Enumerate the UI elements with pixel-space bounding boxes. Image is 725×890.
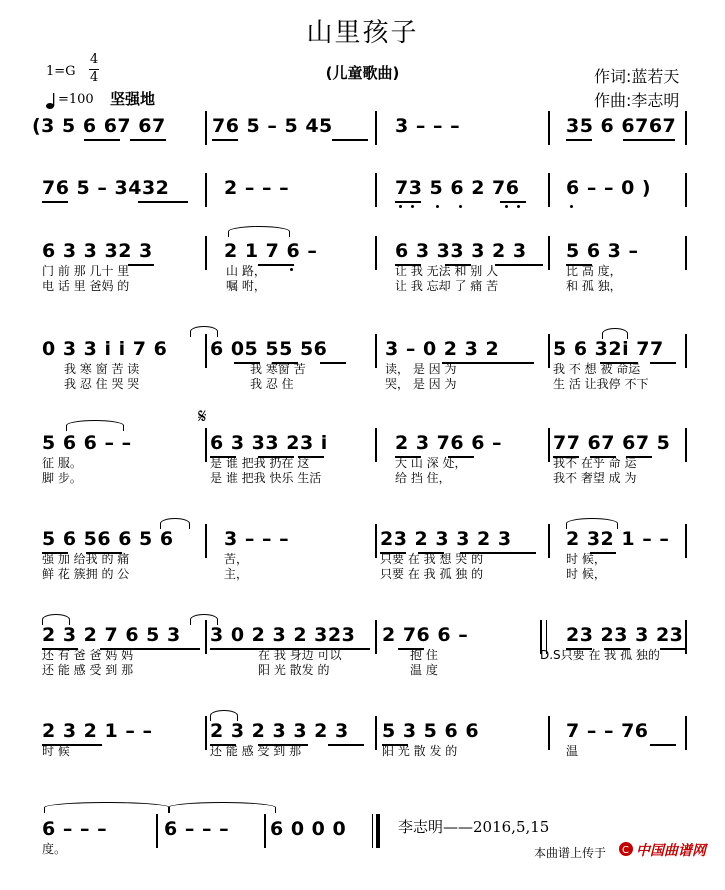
barline — [205, 620, 207, 654]
lyrics-verse-1: D.S只要 在 我 孤 独的 — [540, 648, 660, 662]
lyrics-verse-1: 我不 在乎 命 运 — [553, 456, 637, 470]
measure: 3 – – – — [224, 528, 290, 550]
barline — [685, 236, 687, 270]
measure: 6 – – 0 ) — [566, 177, 652, 199]
lyrics-verse-2: 我 忍 住 — [250, 377, 294, 391]
lyrics-verse-2: 是 谁 把我 快乐 生活 — [210, 471, 322, 485]
measure: 5 3 5 6 6 — [382, 720, 480, 742]
song-title: 山里孩子 — [306, 18, 419, 48]
measure: 23 23 3 23 — [566, 624, 684, 646]
time-signature-bottom: 4 — [90, 70, 99, 85]
tie — [168, 802, 276, 813]
tie — [190, 614, 218, 625]
measure: 3 – – – — [395, 115, 461, 137]
measure: 2 32 1 – – — [566, 528, 670, 550]
beam — [320, 362, 346, 364]
measure: 6 3 33 3 2 3 — [395, 240, 527, 262]
score-system-8 — [0, 720, 725, 792]
barline — [375, 524, 377, 558]
low-octave-dot — [399, 205, 402, 208]
beam — [138, 201, 188, 203]
segno-sign: 𝄋 — [198, 404, 207, 428]
barline — [156, 814, 158, 848]
lyrics-verse-1: 时 候 — [42, 744, 70, 758]
low-octave-dot — [290, 268, 293, 271]
measure: 73 5 6 2 76 — [395, 177, 520, 199]
measure: 2 3 76 6 – — [395, 432, 503, 454]
lyrics-verse-1: 比 高 度， — [566, 264, 622, 278]
measure: 76 5 – 3432 — [42, 177, 170, 199]
score-system-2 — [0, 177, 725, 249]
slur — [228, 226, 290, 237]
tie — [44, 802, 170, 813]
measure: 7 – – 76 — [566, 720, 649, 742]
lyrics-verse-2: 主， — [224, 567, 249, 581]
lyrics-verse-2: 还 能 感 受 到 那 — [42, 663, 134, 677]
beam — [395, 201, 421, 203]
beam — [566, 139, 592, 141]
measure: 2 76 6 – — [382, 624, 469, 646]
barline — [548, 428, 550, 462]
score-system-9 — [0, 818, 725, 890]
barline — [205, 428, 207, 462]
lyrics-verse-1: 抱 住 — [410, 648, 438, 662]
time-signature-top: 4 — [90, 52, 99, 67]
lyrics-verse-2: 脚 步。 — [42, 471, 82, 485]
composer-credit: 作曲:李志明 — [594, 91, 680, 110]
lyrics-verse-2: 我 忍 住 哭 哭 — [64, 377, 140, 391]
low-octave-dot — [570, 205, 573, 208]
song-subtitle: (儿童歌曲) — [325, 64, 400, 82]
barline — [685, 428, 687, 462]
barline — [685, 173, 687, 207]
measure: 23 2 3 3 2 3 — [380, 528, 512, 550]
lyrics-verse-1: 是 谁 把我 扔在 这 — [210, 456, 310, 470]
slur — [42, 614, 70, 625]
measure: 5 6 6 – – — [42, 432, 132, 454]
beam — [128, 264, 154, 266]
expression-marking: 坚强地 — [110, 90, 156, 108]
slur — [210, 710, 238, 721]
barline — [375, 173, 377, 207]
quarter-note-icon — [46, 92, 56, 114]
lyrics-verse-1: 大 山 深 处， — [395, 456, 467, 470]
lyrics-verse-2: 电 话 里 爸妈 的 — [42, 279, 130, 293]
lyrics-verse-1: 还 能 感 受 到 那 — [210, 744, 302, 758]
tie — [66, 420, 124, 431]
lyrics-verse-1: 只要 在 我 想 哭 的 — [380, 552, 484, 566]
upload-notice: 本曲谱上传于 — [534, 846, 607, 860]
low-octave-dot — [436, 205, 439, 208]
beam — [130, 139, 166, 141]
slur — [160, 518, 190, 529]
measure: 3 0 2 3 2 323 — [210, 624, 356, 646]
barline — [205, 524, 207, 558]
barline — [375, 236, 377, 270]
lyrics-verse-1: 山 路， — [226, 264, 266, 278]
beam — [328, 744, 364, 746]
barline — [548, 716, 550, 750]
measure: 6 3 33 23 i — [210, 432, 328, 454]
barline — [205, 334, 207, 368]
lyrics-verse-1: 我 寒 窗 苦 读 — [64, 362, 140, 376]
lyrics-verse-2: 给 挡 住， — [395, 471, 451, 485]
lyrics-verse-2: 温 度 — [410, 663, 438, 677]
barline — [548, 173, 550, 207]
lyrics-verse-1: 读， 是 因 为 — [385, 362, 457, 376]
composer-signature: 李志明——2016,5,15 — [398, 818, 550, 836]
lyrics-verse-1: 温 — [566, 744, 579, 758]
barline — [205, 236, 207, 270]
measure: 2 3 2 7 6 5 3 — [42, 624, 181, 646]
measure: 77 67 67 5 — [553, 432, 671, 454]
beam — [650, 744, 676, 746]
beam — [650, 362, 676, 364]
barline — [685, 111, 687, 145]
slur — [566, 518, 618, 529]
barline — [205, 716, 207, 750]
slur — [602, 328, 628, 339]
svg-text:C: C — [622, 845, 629, 856]
measure: 76 5 – 5 45 — [212, 115, 333, 137]
lyrics-verse-1: 阳 光 散 发 的 — [382, 744, 458, 758]
low-octave-dot — [411, 205, 414, 208]
lyrics-verse-2: 只要 在 我 孤 独 的 — [380, 567, 484, 581]
lyrics-verse-2: 阳 光 散发 的 — [258, 663, 330, 677]
barline — [548, 334, 550, 368]
barline — [205, 111, 207, 145]
measure: 2 3 2 1 – – — [42, 720, 153, 742]
lyrics-verse-2: 和 孤 独， — [566, 279, 622, 293]
lyrics-verse-2: 时 候， — [566, 567, 606, 581]
barline — [685, 716, 687, 750]
low-octave-dot — [517, 205, 520, 208]
lyrics-verse-1: 征 服。 — [42, 456, 82, 470]
measure: 5 6 56 6 5 6 — [42, 528, 174, 550]
beam — [623, 139, 675, 141]
beam — [660, 648, 686, 650]
barline — [548, 524, 550, 558]
barline — [375, 111, 377, 145]
score-system-5 — [0, 404, 725, 504]
lyrics-verse-2: 嘱 咐， — [226, 279, 266, 293]
beam — [500, 201, 526, 203]
score-system-6 — [0, 528, 725, 600]
score-system-7 — [0, 624, 725, 696]
lyrics-verse-1: 我 寒窗 苦 — [250, 362, 306, 376]
beam — [84, 139, 120, 141]
lyrics-verse-2: 让 我 忘却 了 痛 苦 — [395, 279, 499, 293]
score-system-3 — [0, 240, 725, 312]
barline — [375, 716, 377, 750]
measure: 35 6 6767 — [566, 115, 677, 137]
beam — [332, 139, 368, 141]
final-barline — [376, 814, 380, 848]
measure: 6 0 0 0 — [270, 818, 347, 840]
lyrics-verse-2: 生 活 让我停 不下 — [553, 377, 649, 391]
measure: 6 05 55 56 — [210, 338, 328, 360]
low-octave-dot — [505, 205, 508, 208]
barline — [685, 524, 687, 558]
measure: 5 6 3 – — [566, 240, 639, 262]
lyrics-verse-1: 让 我 无法 和 别 人 — [395, 264, 499, 278]
lyrics-verse-1: 苦， — [224, 552, 249, 566]
tie — [190, 326, 218, 337]
beam — [42, 201, 68, 203]
barline — [548, 111, 550, 145]
lyrics-verse-1: 时 候， — [566, 552, 606, 566]
lyrics-verse-2: 哭， 是 因 为 — [385, 377, 457, 391]
barline — [685, 334, 687, 368]
measure: 5 6 32i 77 — [553, 338, 664, 360]
lyrics-verse-2: 我不 奢望 成 为 — [553, 471, 637, 485]
measure: 6 – – – — [164, 818, 230, 840]
score-system-4 — [0, 338, 725, 410]
barline — [375, 334, 377, 368]
measure: 6 3 3 32 3 — [42, 240, 153, 262]
lyricist-credit: 作词:蓝若天 — [594, 67, 680, 86]
measure: (3 5 6 67 67 — [32, 115, 166, 137]
barline — [205, 173, 207, 207]
site-logo-icon — [618, 841, 636, 861]
barline — [375, 428, 377, 462]
lyrics-verse-1: 强 加 给我 的 痛 — [42, 552, 130, 566]
barline — [548, 236, 550, 270]
beam — [212, 139, 238, 141]
beam — [495, 264, 543, 266]
measure: 0 3 3 i i 7 6 — [42, 338, 168, 360]
low-octave-dot — [459, 205, 462, 208]
site-brand: 中国曲谱网 — [636, 843, 706, 859]
lyrics-verse-1: 我 不 想 被 命运 — [553, 362, 641, 376]
measure: 6 – – – — [42, 818, 108, 840]
barline — [264, 814, 266, 848]
measure: 2 1 7 6 – — [224, 240, 318, 262]
lyrics-verse-1: 度。 — [42, 842, 67, 856]
lyrics-verse-1: 还 有 爸 爸 妈 妈 — [42, 648, 134, 662]
measure: 2 – – – — [224, 177, 290, 199]
barline — [375, 620, 377, 654]
tempo-marking: =100 — [58, 92, 94, 107]
key-signature: 1=G — [46, 64, 76, 79]
final-barline — [372, 814, 373, 848]
measure: 3 – 0 2 3 2 — [385, 338, 500, 360]
measure: 2 3 2 3 3 2 3 — [210, 720, 349, 742]
lyrics-verse-1: 门 前 那 几十 里 — [42, 264, 130, 278]
lyrics-verse-1: 在 我 身边 可以 — [258, 648, 342, 662]
lyrics-verse-2: 鲜 花 簇拥 的 公 — [42, 567, 130, 581]
